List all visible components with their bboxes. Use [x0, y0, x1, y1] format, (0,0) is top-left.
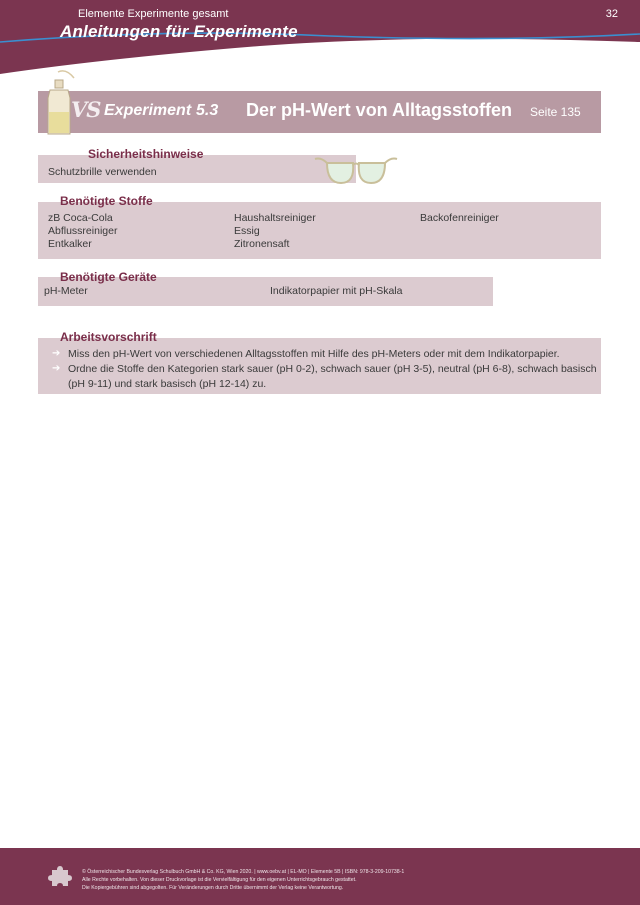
safety-text: Schutzbrille verwenden	[48, 166, 157, 178]
instruction-step-continued: (pH 9-11) und stark basisch (pH 12-14) zu.	[68, 378, 267, 390]
substances-heading: Benötigte Stoffe	[60, 194, 153, 208]
puzzle-logo-icon	[48, 864, 72, 888]
safety-heading: Sicherheitshinweise	[88, 147, 204, 161]
instructions-heading: Arbeitsvorschrift	[60, 330, 157, 344]
footer-disclaimer: Die Kopiergebühren sind abgegolten. Für Veränderungen durch Dritte übernimmt der Verlag keine Verantwortung.	[82, 885, 344, 891]
substance-item: zB Coca-Cola	[48, 212, 113, 224]
instruction-step: Miss den pH-Wert von verschiedenen Alltagsstoffen mit Hilfe des pH-Meters oder mit dem Indikatorpapier.	[68, 348, 560, 360]
safety-goggles-icon	[313, 155, 399, 187]
substance-item: Essig	[234, 225, 260, 237]
substance-item: Haushaltsreiniger	[234, 212, 316, 224]
equipment-heading: Benötigte Geräte	[60, 270, 157, 284]
experiment-label: Experiment	[104, 102, 192, 119]
substances-box	[38, 202, 601, 259]
header-subtitle: Elemente Experimente gesamt	[78, 8, 229, 20]
substance-item: Abflussreiniger	[48, 225, 118, 237]
substance-item: Entkalker	[48, 238, 92, 250]
experiment-number: 5.3	[196, 102, 219, 119]
arrow-bullet-icon: ➔	[52, 363, 61, 374]
substance-item: Backofenreiniger	[420, 212, 499, 224]
footer-rights: Alle Rechte vorbehalten. Von dieser Druckvorlage ist die Vervielfältigung für den eigenen Unterrichtsgebrauch gestattet.	[82, 877, 357, 883]
page-header	[0, 0, 640, 78]
page-reference: Seite 135	[530, 105, 581, 119]
header-title: Anleitungen für Experimente	[60, 22, 298, 41]
equipment-item: Indikatorpapier mit pH-Skala	[270, 285, 403, 297]
footer-copyright: © Österreichischer Bundesverlag Schulbuch GmbH & Co. KG, Wien 2020. | www.oebv.at | EL-MO | Elemente 5B | ISBN: 978-3-209-10738-1	[82, 869, 405, 875]
equipment-item: pH-Meter	[44, 285, 88, 297]
arrow-bullet-icon: ➔	[52, 348, 61, 359]
experiment-title: Der pH-Wert von Alltagsstoffen	[246, 100, 513, 120]
vs-logo: VS	[71, 97, 101, 122]
substance-item: Zitronensaft	[234, 238, 290, 250]
page-number: 32	[605, 8, 618, 20]
instruction-step: Ordne die Stoffe den Kategorien stark sauer (pH 0-2), schwach sauer (pH 3-5), neutral (pH 6-8), schwach basisch	[68, 363, 597, 375]
